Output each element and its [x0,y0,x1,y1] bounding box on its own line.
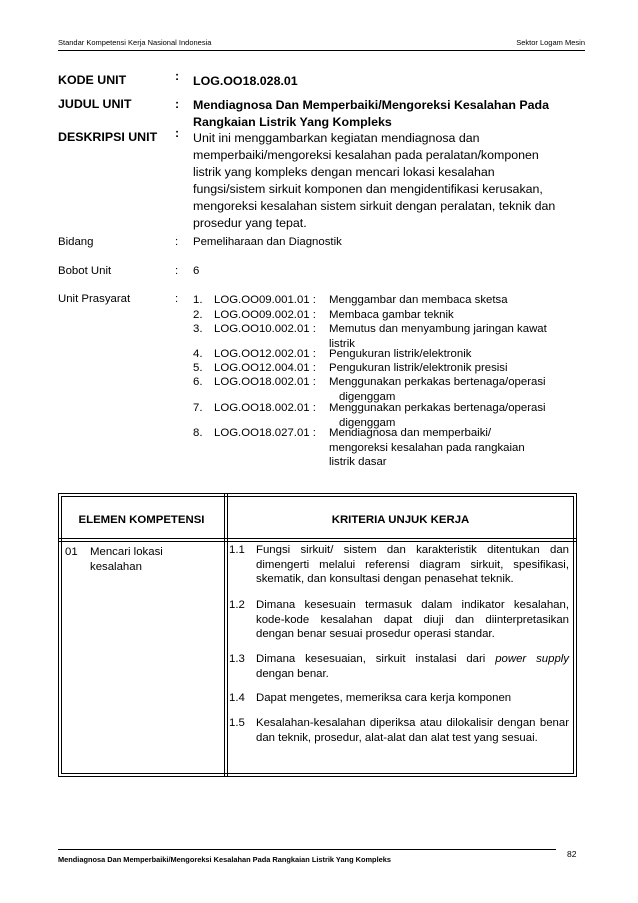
elemen-number: 01 [65,546,78,558]
bidang-value: Pemeliharaan dan Diagnostik [193,236,342,248]
item-desc-line: listrik [329,337,355,350]
item-number: 6. [193,376,203,388]
colon: : [175,97,180,111]
kriteria-text-part: dengan benar. [256,667,329,680]
item-desc-line: Membaca gambar teknik [329,309,454,321]
kriteria-text: Dimana kesesuain termasuk dalam indikator kesalahan, kode-kode kesalahan dapat diuji dan diinterpretasikan dengan benar sesuai prosedur operasi standar. [256,599,569,640]
item-code: LOG.OO09.001.01 : [214,294,316,306]
header-rule [58,50,585,51]
item-number: 7. [193,402,203,414]
item-desc [329,426,589,470]
deskripsi-line: mengoreksi kesalahan sistem sirkuit dengan peralatan, teknik dan [193,199,556,213]
kriteria-text: Kesalahan-kesalahan diperiksa atau dilokalisir dengan benar dan teknik, prosedur, alat-alat dan alat test yang sesuai. [256,717,569,744]
competency-table [58,493,577,777]
item-desc-line: digenggam [339,416,396,429]
header-divider [59,538,576,539]
footer-rule [58,849,556,850]
deskripsi-unit-value [193,130,586,232]
item-desc [329,361,589,376]
item-number: 4. [193,348,203,360]
item-code: LOG.OO12.004.01 : [214,362,316,374]
column-divider [227,494,228,776]
kriteria-text [256,652,569,681]
item-desc-line: Pengukuran listrik/elektronik [329,348,472,360]
deskripsi-unit-label: DESKRIPSI UNIT [58,130,158,144]
kriteria-number: 1.5 [229,717,245,729]
item-code: LOG.OO18.002.01 : [214,402,316,414]
item-code: LOG.OO09.002.01 : [214,309,316,321]
deskripsi-line: fungsi/sistem sirkuit komponen dan mengidentifikasi kerusakan, [193,182,543,196]
item-desc-line: mengoreksi kesalahan pada rangkaian [329,441,525,454]
bidang-label: Bidang [58,236,94,248]
elemen-title-line: Mencari lokasi [90,546,163,558]
item-number: 1. [193,294,203,306]
kode-unit-label: KODE UNIT [58,73,127,87]
column-divider [224,494,225,776]
item-number: 8. [193,427,203,439]
deskripsi-line: prosedur yang tepat. [193,216,307,230]
item-number: 2. [193,309,203,321]
header-elemen: ELEMEN KOMPETENSI [78,514,205,526]
item-desc-line: Menggunakan perkakas bertenaga/operasi [329,402,546,414]
header-kriteria: KRITERIA UNJUK KERJA [331,514,470,526]
item-desc-line: Pengukuran listrik/elektronik presisi [329,362,508,374]
kriteria-number: 1.4 [229,692,245,704]
item-desc-line: Memutus dan menyambung jaringan kawat [329,323,547,335]
kriteria-text-part: Dimana kesesuaian, sirkuit instalasi dari [256,653,486,665]
kode-unit-value: LOG.OO18.028.01 [193,74,298,88]
deskripsi-line: memperbaiki/mengoreksi kesalahan pada peralatan/komponen [193,148,539,162]
kriteria-text-italic: power supply [495,653,570,665]
colon: : [175,265,179,277]
item-number: 3. [193,323,203,335]
judul-unit-label: JUDUL UNIT [58,97,132,111]
prasyarat-label: Unit Prasyarat [58,293,131,305]
item-desc-line: Mendiagnosa dan memperbaiki/ [329,427,492,439]
bobot-value: 6 [193,265,200,277]
item-desc-line: Menggunakan perkakas bertenaga/operasi [329,376,546,388]
item-code: LOG.OO18.027.01 : [214,427,316,439]
footer-text: Mendiagnosa Dan Memperbaiki/Mengoreksi Kesalahan Pada Rangkaian Listrik Yang Kompleks [58,855,391,864]
judul-line: Mendiagnosa Dan Memperbaiki/Mengoreksi Kesalahan Pada [193,98,549,112]
deskripsi-line: Unit ini menggambarkan kegiatan mendiagnosa dan [193,131,480,145]
item-number: 5. [193,362,203,374]
judul-line: Rangkaian Listrik Yang Kompleks [193,115,392,129]
item-code: LOG.OO12.002.01 : [214,348,316,360]
item-desc-line: digenggam [339,390,396,403]
kriteria-text: Fungsi sirkuit/ sistem dan karakteristik ditentukan dan dimengerti melalui referensi diagram sirkuit, spesifikasi, skematik, dan konsultasi dengan penasehat teknik. [256,544,569,585]
elemen-title-line: kesalahan [90,560,142,573]
colon: : [175,126,180,140]
item-desc [329,308,589,323]
page-header [58,38,585,47]
judul-unit-value [193,97,586,131]
colon: : [175,236,179,248]
colon: : [175,69,180,83]
kriteria-number: 1.2 [229,599,245,611]
page-number: 82 [567,849,577,859]
item-code: LOG.OO18.002.01 : [214,376,316,388]
item-code: LOG.OO10.002.01 : [214,323,316,335]
header-right: Sektor Logam Mesin [516,38,585,47]
kriteria-text: Dapat mengetes, memeriksa cara kerja komponen [256,692,512,704]
colon: : [175,293,179,305]
kriteria-number: 1.3 [229,653,245,665]
header-divider [59,541,576,542]
item-desc [329,293,589,308]
kriteria-number: 1.1 [229,544,245,556]
header-left: Standar Kompetensi Kerja Nasional Indonesia [58,38,212,47]
deskripsi-line: listrik yang kompleks dengan mencari lokasi kesalahan [193,165,495,179]
bobot-label: Bobot Unit [58,265,112,277]
item-desc-line: listrik dasar [329,456,387,469]
elemen-title [90,545,210,574]
item-desc [329,375,589,404]
item-desc [329,347,589,362]
item-desc-line: Menggambar dan membaca sketsa [329,294,508,306]
